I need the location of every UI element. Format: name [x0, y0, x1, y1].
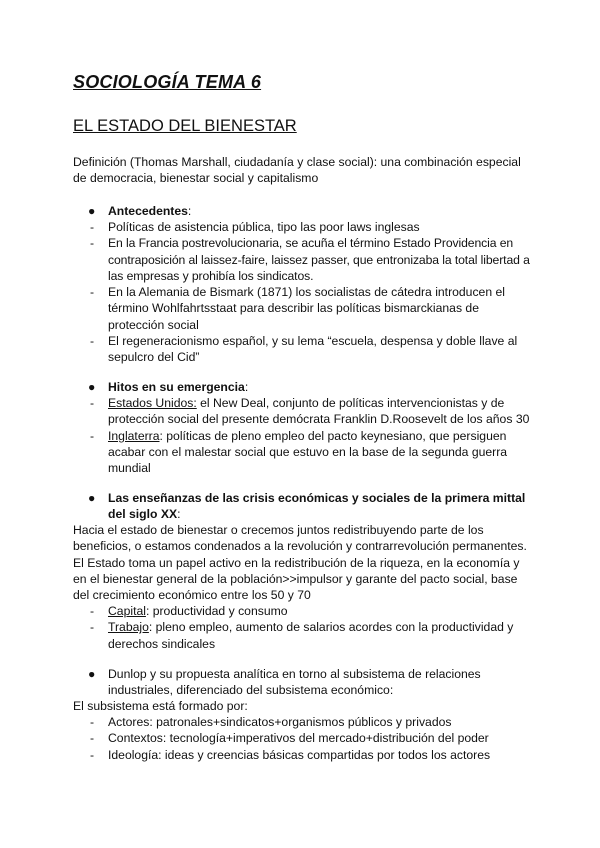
bullet-icon: ●	[88, 491, 96, 505]
list-item	[90, 747, 530, 763]
definition-paragraph: Definición (Thomas Marshall, ciudadanía y clase social): una combinación especial de democracia, bienestar social y capitalismo	[73, 155, 521, 186]
dash-icon: -	[90, 396, 95, 410]
list-item	[90, 333, 530, 366]
list-item-label: Estados Unidos:	[108, 396, 197, 410]
list-item-text: Ideología: ideas y creencias básicas compartidas por todos los actores	[108, 747, 491, 762]
list-item-text: En la Alemania de Bismark (1871) los socialistas de cátedra introducen el término Wohlfahrtsstaat para describir las políticas bismarckianas de protección social	[108, 285, 505, 332]
list-item-text: : productividad y consumo	[145, 604, 288, 618]
dash-icon: -	[90, 747, 95, 762]
section-heading: Las enseñanzas de las crisis económicas y sociales de la primera mittal del siglo XX	[108, 491, 526, 522]
list-item	[90, 284, 530, 333]
list-item	[90, 219, 530, 235]
antecedentes-list	[90, 219, 530, 366]
list-item	[90, 428, 530, 477]
document-subtitle: EL ESTADO DEL BIENESTAR	[73, 117, 297, 135]
ensenanzas-list	[90, 603, 530, 652]
list-item	[90, 235, 530, 284]
dunlop-text: Dunlop y su propuesta analítica en torno al subsistema de relaciones industriales, diferenciado del subsistema económico:	[108, 667, 481, 698]
list-item	[90, 730, 530, 746]
dash-icon: -	[90, 715, 95, 729]
dunlop-list	[90, 714, 530, 763]
list-item	[90, 714, 530, 730]
list-item-text: El regeneracionismo español, y su lema “escuela, despensa y doble llave al sepulcro del Cid”	[108, 334, 518, 365]
list-item-text: el New Deal, conjunto de políticas intervencionistas y de protección social del presente demócrata Franklin D.Roosevelt de los años 30	[108, 396, 530, 427]
bullet-icon: ●	[88, 667, 96, 681]
dash-icon: -	[90, 604, 95, 618]
dash-icon: -	[90, 620, 95, 635]
list-item-text: : pleno empleo, aumento de salarios acordes con la productividad y derechos sindicales	[108, 620, 514, 651]
list-item	[90, 619, 530, 652]
dash-icon: -	[90, 334, 95, 349]
heading-colon: :	[177, 507, 181, 522]
dash-icon: -	[90, 236, 95, 251]
list-item-text: Contextos: tecnología+imperativos del mercado+distribución del poder	[108, 731, 489, 746]
document-title: SOCIOLOGÍA TEMA 6	[73, 72, 262, 92]
list-item-label: Inglaterra	[108, 428, 160, 443]
list-item-text: : políticas de pleno empleo del pacto keynesiano, que persiguen acabar con el malestar social que estuvo en la base de la segunda guerra mundial	[108, 428, 508, 476]
list-item-label: Capital	[108, 604, 146, 618]
list-item-text: Políticas de asistencia pública, tipo las poor laws inglesas	[108, 220, 420, 234]
dunlop-intro: El subsistema está formado por:	[73, 699, 248, 713]
dash-icon: -	[90, 428, 95, 443]
list-item-text: Actores: patronales+sindicatos+organismos públicos y privados	[108, 715, 452, 729]
heading-colon: :	[187, 204, 192, 218]
dash-icon: -	[90, 220, 95, 234]
heading-colon: :	[244, 380, 249, 394]
list-item	[90, 395, 530, 428]
list-item-label: Trabajo	[108, 620, 149, 635]
bullet-icon: ●	[88, 204, 96, 218]
dash-icon: -	[90, 731, 95, 746]
section-heading: Antecedentes	[108, 204, 188, 218]
list-item	[90, 603, 530, 619]
list-item-text: En la Francia postrevolucionaria, se acuña el término Estado Providencia en contraposición al laissez-faire, laissez passer, que entronizaba la total libertad a las empresas y prohibía los sindicatos.	[108, 236, 530, 283]
ensenanzas-paragraph: Hacia el estado de bienestar o crecemos juntos redistribuyendo parte de los beneficios, o estamos condenados a la revolución y contrarrevolución permanentes. El Estado toma un papel activo en la redistribución de la riqueza, en la economía y en el bienestar general de la población>>impulsor y garante del pacto social, base del crecimiento económico entre los 50 y 70	[73, 523, 527, 603]
bullet-icon: ●	[88, 380, 96, 394]
hitos-list	[90, 395, 530, 476]
dash-icon: -	[90, 285, 95, 300]
section-heading: Hitos en su emergencia	[108, 380, 245, 394]
